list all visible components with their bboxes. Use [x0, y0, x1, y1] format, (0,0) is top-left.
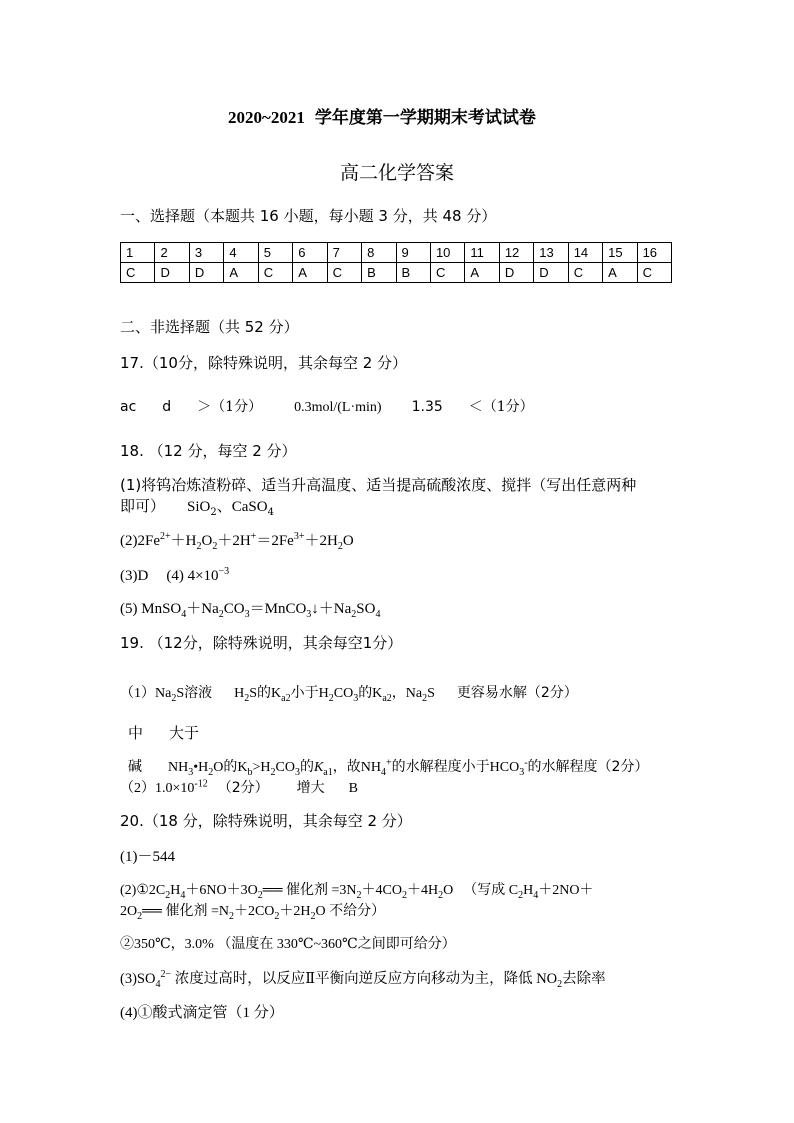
equation-text: SO [356, 601, 376, 617]
subscript: 2 [438, 889, 444, 901]
subscript: 2 [171, 692, 177, 704]
equation-text: (2)2Fe [120, 533, 160, 549]
q20-part4: (4)①酸式滴定管（1 分） [120, 1005, 284, 1021]
subscript: 2 [328, 692, 334, 704]
answer-text: K [313, 760, 324, 775]
subscript: 3 [353, 692, 359, 704]
superscript: 2− [160, 969, 172, 981]
superscript: + [385, 757, 392, 769]
superscript: + [250, 531, 257, 542]
subscript: 2 [196, 541, 202, 552]
equation-text: ＝2Fe [256, 533, 294, 549]
answer-text: 更容易水解（2分） [456, 685, 578, 701]
table-cell: 11 [465, 243, 499, 263]
table-cell: B [396, 263, 430, 283]
subscript: 2 [310, 910, 316, 922]
answer-text: 大于 [169, 724, 200, 742]
subscript: 4 [155, 978, 161, 990]
table-cell: 7 [327, 243, 361, 263]
subscript: 2 [518, 889, 524, 901]
subscript: 4 [380, 766, 386, 778]
table-cell: A [603, 263, 637, 283]
equation-text: ＋4H [406, 883, 439, 898]
table-cell: 15 [603, 243, 637, 263]
subscript: 4 [181, 609, 187, 620]
table-cell: 16 [637, 243, 671, 263]
table-cell: 9 [396, 243, 430, 263]
subscript: 2 [137, 910, 143, 922]
q20-part2-line2 [120, 903, 385, 921]
subscript: a1 [323, 766, 333, 778]
subscript: 2 [165, 889, 171, 901]
answer-text: （1）Na [120, 686, 172, 701]
equation-text: ══ 催化剂 =3N [262, 883, 357, 898]
superscript: −3 [218, 566, 230, 577]
answer-text: （2分） [217, 780, 269, 796]
q19-line3 [128, 758, 648, 777]
q18-part2 [120, 532, 354, 550]
answer-text: H [234, 686, 245, 701]
table-row-numbers [121, 243, 672, 263]
table-cell: C [637, 263, 671, 283]
title-year: 2020~2021 [228, 108, 305, 127]
table-cell: 3 [189, 243, 223, 263]
q20-part2-item2: ②350℃，3.0% （温度在 330℃~360℃之间即可给分） [120, 937, 456, 952]
equation-text: ＝MnCO [249, 601, 307, 617]
equation-text: (2)①2C [120, 883, 166, 898]
equation-text: ══ 催化剂 =N [142, 904, 229, 919]
table-cell: A [224, 263, 258, 283]
table-cell: B [362, 263, 396, 283]
subscript: 2 [356, 889, 362, 901]
q17-answer-2: d [162, 399, 172, 415]
equation-text: 2O [120, 904, 138, 919]
superscript: -12 [194, 778, 208, 790]
q19-line2 [128, 724, 199, 742]
subscript: a2 [382, 692, 392, 704]
q20-part2-line1 [120, 882, 593, 900]
subscript: 2 [257, 889, 263, 901]
title-text: 学年度第一学期期末考试试卷 [314, 108, 536, 128]
subscript: 4 [375, 609, 381, 620]
q18-part1-line2: 即可） SiO$_2$、CaSO$_4$ [120, 497, 274, 518]
q17-answers [120, 398, 534, 417]
subscript: 4 [533, 889, 539, 901]
q17-heading: 17.（10分，除特殊说明，其余每空 2 分） [120, 354, 408, 372]
q17-answer-1: ac [120, 399, 137, 415]
equation-text: ＋Na [186, 601, 219, 617]
q17-answer-4: 0.3mol/(L·min) [294, 400, 382, 415]
table-cell: D [189, 263, 223, 283]
answer-text: 中 [128, 724, 144, 742]
subscript: 4 [180, 889, 186, 901]
equation-text: ＋H [170, 533, 197, 549]
q18-text: 即可） [120, 497, 166, 515]
q20-heading: 20.（18 分，除特殊说明，其余每空 2 分） [120, 812, 412, 830]
answer-text: （2）1.0×10 [120, 781, 195, 796]
q18-formula: 、CaSO [216, 499, 268, 515]
table-cell: D [534, 263, 568, 283]
table-row-answers [121, 263, 672, 283]
equation-text: O [342, 533, 354, 549]
superscript: 2+ [160, 531, 171, 542]
subscript: b [247, 766, 253, 778]
q19-line4 [120, 779, 358, 798]
answer-text: S的K [249, 686, 282, 701]
table-cell: A [293, 263, 327, 283]
answer-table [120, 242, 672, 283]
answer-text: 小于H [290, 686, 329, 701]
table-cell: 1 [121, 243, 155, 263]
answer-text: S [427, 686, 435, 701]
table-cell: D [155, 263, 189, 283]
q19-line1 [120, 684, 578, 703]
table-cell: C [327, 263, 361, 283]
answer-text: B [348, 781, 359, 796]
q20-part3 [120, 970, 606, 988]
answer-text: 去除率 [562, 971, 606, 987]
q18-part3-4 [120, 567, 229, 585]
answer-text: 的水解程度（2分） [527, 759, 649, 775]
subscript: 2 [218, 609, 224, 620]
answer-text: (4) 4×10 [166, 568, 219, 584]
superscript: 3+ [293, 531, 305, 542]
table-cell: 4 [224, 243, 258, 263]
equation-text: ＋2H [217, 533, 251, 549]
equation-text: ＋2H [279, 904, 311, 919]
subscript: 3 [294, 766, 300, 778]
subscript: 3 [519, 766, 525, 778]
subscript: 3 [244, 609, 250, 620]
subscript: 2 [208, 766, 214, 778]
equation-text: CO [223, 601, 245, 617]
answer-text: NH [168, 760, 189, 775]
table-cell: C [568, 263, 602, 283]
equation-text: ＋6NO＋3O [185, 883, 258, 898]
answer-text: (3)SO [120, 971, 156, 987]
table-cell: C [430, 263, 464, 283]
subscript: 2 [244, 692, 250, 704]
answer-text: (3)D [120, 568, 149, 584]
q20-part1: (1)－544 [120, 849, 175, 865]
equation-text: ＋4CO [361, 883, 402, 898]
table-cell: 5 [258, 243, 292, 263]
answer-text: 的水解程度小于HCO [391, 760, 520, 775]
equation-text: ＋2H [304, 533, 338, 549]
equation-text: O [443, 883, 454, 898]
subscript: 2 [270, 766, 276, 778]
table-cell: 6 [293, 243, 327, 263]
answer-text: 的 [299, 760, 314, 775]
answer-text: O的K [213, 760, 248, 775]
equation-text: ↓＋Na [311, 601, 352, 617]
q17-answer-6: ＜（1分） [468, 399, 534, 415]
answer-text: 碱 [128, 759, 142, 775]
equation-text: H [170, 883, 181, 898]
page-subtitle: 高二化学答案 [340, 162, 455, 184]
subscript: 3 [188, 766, 194, 778]
equation-text: O [201, 533, 213, 549]
table-cell: 14 [568, 243, 602, 263]
subscript: 2 [228, 910, 234, 922]
equation-text: (5) MnSO [120, 601, 182, 617]
equation-text: ＋2CO [233, 904, 275, 919]
table-cell: 8 [362, 243, 396, 263]
table-cell: 2 [155, 243, 189, 263]
page-title [228, 108, 536, 128]
equation-text: O 不给分） [315, 904, 386, 919]
equation-text: H [523, 883, 534, 898]
answer-text: S溶液 [176, 686, 213, 701]
q18-heading: 18. （12 分，每空 2 分） [120, 442, 297, 460]
equation-text: （写成 C [463, 883, 519, 898]
subscript: 2 [337, 541, 343, 552]
answer-text: ，故NH [332, 760, 381, 775]
subscript: a2 [281, 692, 291, 704]
table-cell: D [499, 263, 533, 283]
section1-heading: 一、选择题（本题共 16 小题，每小题 3 分，共 48 分） [120, 207, 497, 225]
answer-text: 浓度过高时，以反应Ⅱ平衡向逆反应方向移动为主，降低 NO [171, 971, 558, 987]
q18-part1-line1: (1)将钨冶炼渣粉碎、适当升高温度、适当提高硫酸浓度、搅拌（写出任意两种 [120, 476, 637, 494]
answer-text: 的K [358, 686, 383, 701]
answer-text: •H [193, 760, 209, 775]
q17-answer-5: 1.35 [411, 399, 443, 415]
subscript: 2 [422, 692, 428, 704]
q19-heading: 19. （12分，除特殊说明，其余每空1分） [120, 634, 403, 652]
table-cell: C [258, 263, 292, 283]
equation-text: ＋2NO＋ [538, 883, 594, 898]
table-cell: C [121, 263, 155, 283]
answer-text: ，Na [391, 686, 423, 701]
table-cell: 12 [499, 243, 533, 263]
subscript: 2 [212, 541, 218, 552]
answer-text: >H [252, 760, 271, 775]
table-cell: A [465, 263, 499, 283]
q18-formula: SiO [187, 499, 211, 515]
table-cell: 13 [534, 243, 568, 263]
subscript: 2 [274, 910, 280, 922]
q18-part5 [120, 600, 380, 618]
subscript: 2 [557, 978, 563, 990]
q17-answer-3: ＞（1分） [197, 399, 263, 415]
table-cell: 10 [430, 243, 464, 263]
answer-text: 增大 [296, 780, 325, 796]
answer-text: CO [275, 760, 295, 775]
section2-heading: 二、非选择题（共 52 分） [120, 318, 299, 336]
superscript: - [524, 757, 528, 769]
answer-text: CO [333, 686, 354, 701]
subscript: 3 [306, 609, 312, 620]
subscript: 2 [351, 609, 357, 620]
subscript: 2 [401, 889, 407, 901]
